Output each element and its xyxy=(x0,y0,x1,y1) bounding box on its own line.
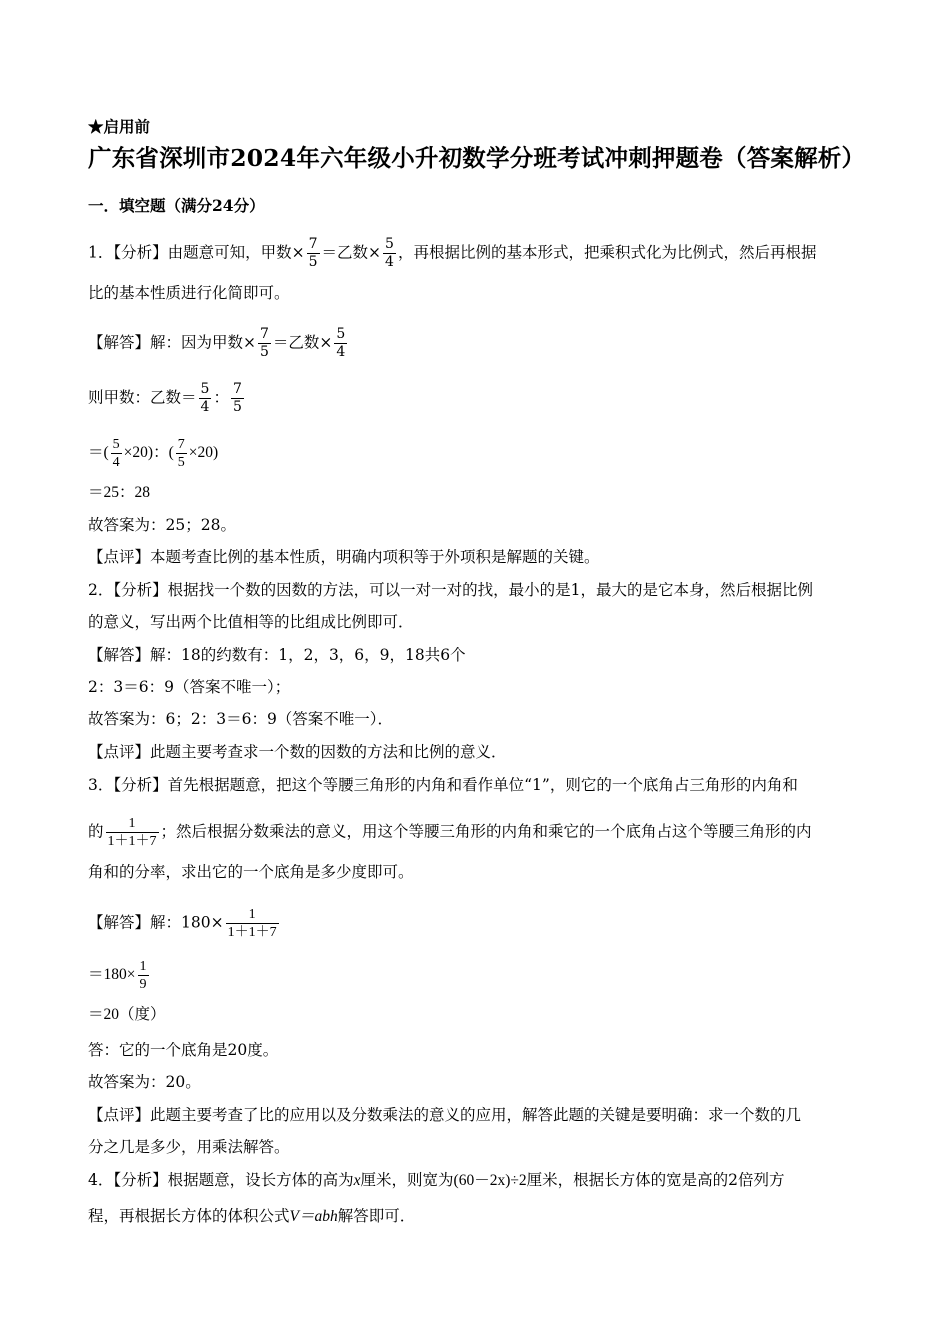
q3-analysis-line1: 3．【分析】首先根据题意，把这个等腰三角形的内角和看作单位“1”，则它的一个底角占三角形的内角和 xyxy=(88,776,798,794)
q1-analysis-line1: 1．【分析】由题意可知，甲数× $\frac{7}{5}$ ＝乙数× $\frac{5}{4}$ ，再根据比例的基本形式，把乘积式化为比例式，然后再根据 xyxy=(88,236,817,270)
confidential-tag: ★启用前 xyxy=(88,117,151,136)
fraction: $\frac{7}{5}$ xyxy=(232,381,242,415)
section-heading: 一．填空题（满分24分） xyxy=(88,196,265,215)
fraction: $\frac{5}{4}$ xyxy=(200,381,210,415)
q3-step2: ＝20（度） xyxy=(88,1006,166,1023)
q1-ratio-line: 则甲数：乙数＝ $\frac{5}{4}$ ： $\frac{7}{5}$ xyxy=(88,381,242,415)
q2-answer-line1: 【解答】解：18的约数有：1，2，3，6，9，18共6个 xyxy=(88,646,466,664)
q2-answer-line2: 2：3＝6：9（答案不唯一）； xyxy=(88,678,291,696)
q3-analysis-line3: 角和的分率，求出它的一个底角是多少度即可。 xyxy=(88,863,414,881)
fraction: $\frac{5}{4}$ xyxy=(336,326,346,360)
fraction: $\frac{1}{1+1+7}$ xyxy=(227,907,277,940)
q3-comment-line1: 【点评】此题主要考查了比的应用以及分数乘法的意义的应用，解答此题的关键是要明确：求一个数的几 xyxy=(88,1106,802,1124)
q3-final: 故答案为：20。 xyxy=(88,1073,201,1091)
fraction: $\frac{1}{9}$ xyxy=(139,959,147,992)
q3-answer-line: 【解答】解：180× $\frac{1}{1+1+7}$ xyxy=(88,907,277,940)
q3-step1: ＝180× $\frac{1}{9}$ xyxy=(88,959,147,992)
fraction: $\frac{5}{4}$ xyxy=(385,236,394,270)
q3-comment-line2: 分之几是多少，用乘法解答。 xyxy=(88,1138,290,1156)
q1-comment: 【点评】本题考查比例的基本性质，明确内项积等于外项积是解题的关键。 xyxy=(88,548,600,566)
q4-analysis-line2: 程，再根据长方体的体积公式V＝abh解答即可． xyxy=(88,1207,416,1225)
q1-step1: ＝( $\frac{5}{4}$ ×20)：( $\frac{7}{5}$ ×20) xyxy=(88,437,219,470)
fraction: $\frac{7}{5}$ xyxy=(177,437,185,470)
q3-reply: 答：它的一个底角是20度。 xyxy=(88,1041,279,1059)
q1-step2: ＝25：28 xyxy=(88,484,151,501)
fraction: $\frac{7}{5}$ xyxy=(260,326,269,360)
q1-analysis-line2: 比的基本性质进行化简即可。 xyxy=(88,284,290,302)
q2-comment: 【点评】此题主要考查求一个数的因数的方法和比例的意义． xyxy=(88,743,507,761)
q3-analysis-line2: 的 $\frac{1}{1+1+7}$ ；然后根据分数乘法的意义，用这个等腰三角形的内角和乘它的一个底角占这个等腰三角形的内 xyxy=(88,816,812,849)
q4-analysis-line1: 4．【分析】根据题意，设长方体的高为x厘米，则宽为(60－2x)÷2厘米，根据长方体的宽是高的2倍列方 xyxy=(88,1171,785,1189)
q1-answer-line: 【解答】解：因为甲数× $\frac{7}{5}$ ＝乙数× $\frac{5}{4}$ xyxy=(88,326,346,360)
q2-analysis-line2: 的意义，写出两个比值相等的比组成比例即可． xyxy=(88,613,414,631)
q1-final: 故答案为：25；28。 xyxy=(88,516,236,534)
q2-analysis-line1: 2．【分析】根据找一个数的因数的方法，可以一对一对的找，最小的是1，最大的是它本身，然后根据比例 xyxy=(88,581,813,599)
q2-final: 故答案为：6；2：3＝6：9（答案不唯一）． xyxy=(88,710,394,728)
fraction: $\frac{7}{5}$ xyxy=(308,236,318,270)
fraction: $\frac{1}{1+1+7}$ xyxy=(107,816,157,849)
fraction: $\frac{5}{4}$ xyxy=(112,437,120,470)
page-title: 广东省深圳市2024年六年级小升初数学分班考试冲刺押题卷（答案解析） xyxy=(88,144,866,172)
